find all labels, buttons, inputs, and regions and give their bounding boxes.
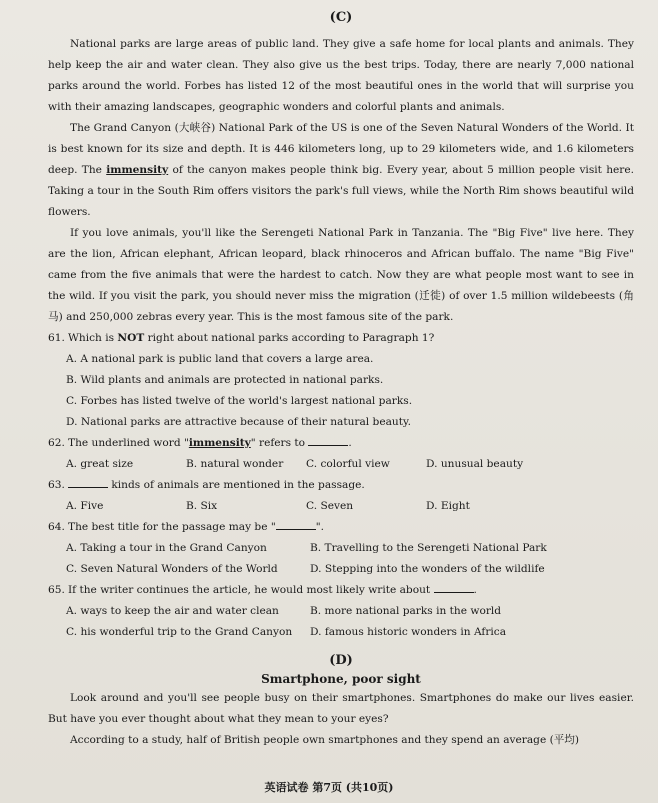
- question-number: 62.: [48, 437, 65, 449]
- option-63b: B. Six: [186, 500, 218, 512]
- question-number: 63.: [48, 479, 65, 491]
- answer-blank: [276, 519, 316, 530]
- option-64a: A. Taking a tour in the Grand Canyon: [66, 542, 267, 554]
- paragraph-1: National parks are large areas of public land. They give a safe home for local plants and animals. They help keep the air and water clean. They also give us the best trips. Today, there are nearly 7,000 national parks around the world. Forbes has listed 12 of the most beautiful ones in the world that will surprise you with their amazing landscapes, geographic wonders and colorful plants and animals.: [48, 38, 634, 113]
- option-62a: A. great size: [66, 458, 134, 470]
- option-65b: B. more national parks in the world: [310, 605, 502, 617]
- paragraph-2: [48, 118, 634, 223]
- page-footer: 英语试卷 第7页 (共10页): [264, 781, 394, 794]
- options-63: [48, 496, 634, 517]
- option-61d: D. National parks are attractive because of their natural beauty.: [66, 416, 411, 428]
- option-64b: B. Travelling to the Serengeti National Park: [310, 542, 547, 554]
- question-number: 61.: [48, 332, 65, 344]
- question-65: [48, 580, 634, 601]
- options-64-row1: [48, 538, 634, 559]
- paragraph-2-text-a: The Grand Canyon (大峡谷) National Park of the US is one of the Seven Natural Wonders of the World. It is best known for its size and depth. It is 446 kilometers long, up to 29 kilometers wide, and 1.6 kilometers deep. The: [48, 122, 634, 176]
- question-stem: If the writer continues the article, he would most likely write about .: [68, 584, 477, 596]
- option-62c: C. colorful view: [306, 458, 390, 470]
- paragraph-3: If you love animals, you'll like the Serengeti National Park in Tanzania. The "Big Five" live here. They are the lion, African elephant, African leopard, black rhinoceros and African buffalo. The name "Big Five" came from the five animals that were the hardest to catch. Now they are what people most want to see in the wild. If you visit the park, you should never miss the migration (迁徙) of over 1.5 million wildebeests (角马) and 250,000 zebras every year. This is the most famous site of the park.: [48, 227, 634, 323]
- option-64c: C. Seven Natural Wonders of the World: [66, 563, 278, 575]
- paragraph-2-text-b: of the canyon makes people think big. Every year, about 5 million people visit here. Taking a tour in the South Rim offers visitors the park's full views, while the North Rim shows beautiful wild flowers.: [48, 164, 634, 218]
- question-number: 65.: [48, 584, 65, 596]
- option-61b: B. Wild plants and animals are protected in national parks.: [66, 374, 384, 386]
- question-stem: Which is NOT right about national parks according to Paragraph 1?: [68, 332, 435, 344]
- option-63c: C. Seven: [306, 500, 354, 512]
- section-c-heading: (C): [329, 10, 353, 25]
- answer-blank: [68, 477, 108, 488]
- options-65-row2: [48, 622, 634, 643]
- answer-blank: [434, 582, 474, 593]
- options-65-row1: [48, 601, 634, 622]
- question-stem: kinds of animals are mentioned in the passage.: [68, 475, 365, 496]
- question-62: [48, 433, 634, 454]
- section-d-heading: (D): [329, 653, 353, 668]
- question-61: [48, 328, 634, 349]
- options-64-row2: [48, 559, 634, 580]
- question-63: [48, 475, 634, 496]
- option-65c: C. his wonderful trip to the Grand Canyon: [66, 626, 293, 638]
- question-64: [48, 517, 634, 538]
- option-65d: D. famous historic wonders in Africa: [310, 626, 507, 638]
- passage-d-title: Smartphone, poor sight: [261, 672, 421, 686]
- option-61c: C. Forbes has listed twelve of the world's largest national parks.: [66, 395, 413, 407]
- question-stem: The best title for the passage may be " ".: [68, 521, 324, 533]
- paragraph-d2: According to a study, half of British people own smartphones and they spend an average (平均): [70, 734, 580, 746]
- question-stem: The underlined word "immensity" refers to .: [68, 437, 352, 449]
- option-63a: A. Five: [66, 500, 104, 512]
- option-61a: A. A national park is public land that covers a large area.: [66, 353, 374, 365]
- underlined-word: immensity: [106, 164, 169, 176]
- option-64d: D. Stepping into the wonders of the wildlife: [310, 563, 545, 575]
- question-number: 64.: [48, 521, 65, 533]
- paragraph-d1: Look around and you'll see people busy on their smartphones. Smartphones do make our lives easier. But have you ever thought about what they mean to your eyes?: [48, 692, 634, 725]
- option-63d: D. Eight: [426, 500, 470, 512]
- option-65a: A. ways to keep the air and water clean: [66, 605, 279, 617]
- option-62b: B. natural wonder: [186, 458, 284, 470]
- answer-blank: [308, 435, 348, 446]
- option-62d: D. unusual beauty: [426, 458, 524, 470]
- options-62: [48, 454, 634, 475]
